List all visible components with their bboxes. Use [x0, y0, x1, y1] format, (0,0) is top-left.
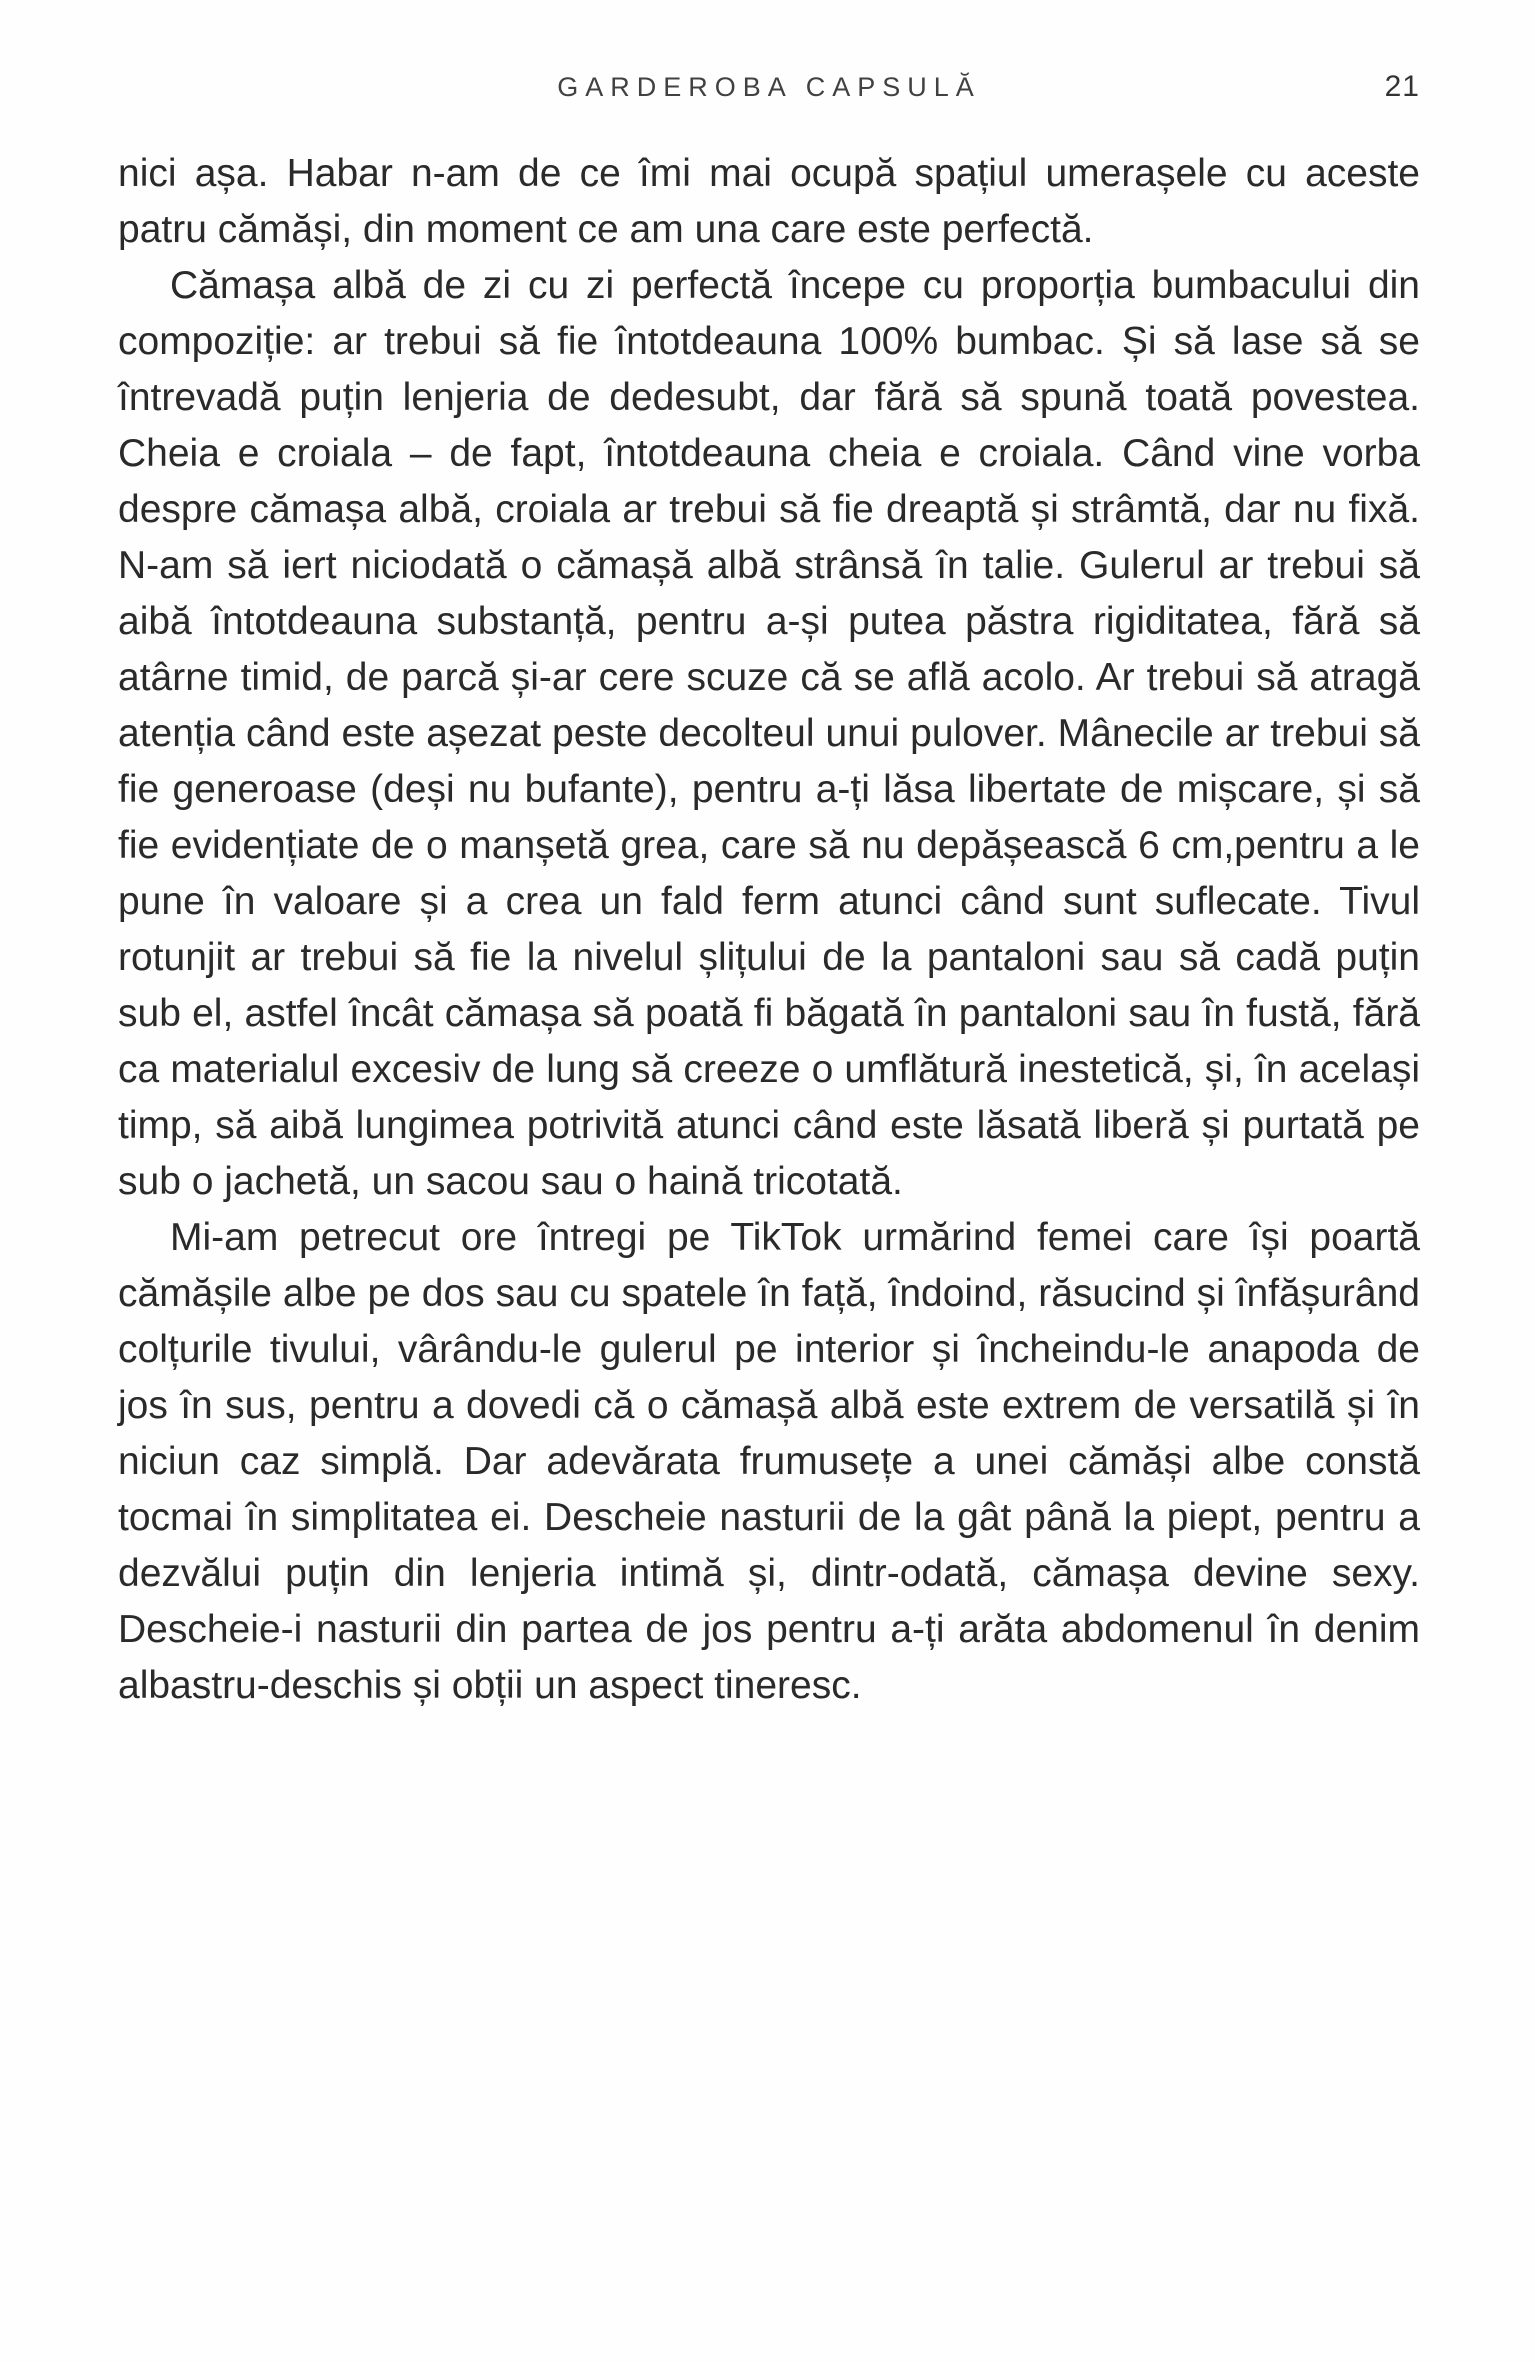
- paragraph-continuation: nici așa. Habar n-am de ce îmi mai ocupă spațiul umerașele cu aceste patru cămăși, din moment ce am una care este perfectă.: [118, 152, 1420, 251]
- page-number: 21: [1384, 70, 1420, 103]
- running-head-title: GARDEROBA CAPSULĂ: [557, 72, 981, 102]
- page-header: [118, 72, 1420, 114]
- body-text: [118, 146, 1420, 1714]
- paragraph: Mi-am petrecut ore întregi pe TikTok urmărind femei care își poartă cămășile albe pe dos sau cu spatele în față, îndoind, răsucind și înfășurând colțurile tivului, vârându-le gulerul pe interior și încheindu-le anapoda de jos în sus, pentru a dovedi că o cămașă albă este extrem de versatilă și în niciun caz simplă. Dar adevărata frumusețe a unei cămăși albe constă tocmai în simplitatea ei. Descheie nasturii de la gât până la piept, pentru a dezvălui puțin din lenjeria intimă și, dintr-odată, cămașa devine sexy. Descheie-i nasturii din partea de jos pentru a-ți arăta abdomenul în denim albastru-deschis și obții un aspect tineresc.: [118, 1216, 1420, 1707]
- paragraph: Cămașa albă de zi cu zi perfectă începe cu proporția bumbacului din compoziție: ar trebui să fie întotdeauna 100% bumbac. Și să lase să se întrevadă puțin lenjeria de dedesubt, dar fără să spună toată povestea. Cheia e croiala – de fapt, întotdeauna cheia e croiala. Când vine vorba despre cămașa albă, croiala ar trebui să fie dreaptă și strâmtă, dar nu fixă. N-am să iert niciodată o cămașă albă strânsă în talie. Gulerul ar trebui să aibă întotdeauna substanță, pentru a-și putea păstra rigiditatea, fără să atârne timid, de parcă și-ar cere scuze că se află acolo. Ar trebui să atragă atenția când este așezat peste decolteul unui pulover. Mânecile ar trebui să fie generoase (deși nu bufante), pentru a-ți lăsa libertate de mișcare, și să fie evidențiate de o manșetă grea, care să nu depășească 6 cm,pentru a le pune în valoare și a crea un fald ferm atunci când sunt suflecate. Tivul rotunjit ar trebui să fie la nivelul șlițului de la pantaloni sau să cadă puțin sub el, astfel încât cămașa să poată fi băgată în pantaloni sau în fustă, fără ca materialul excesiv de lung să creeze o umflătură inestetică, și, în același timp, să aibă lungimea potrivită atunci când este lăsată liberă și purtată pe sub o jachetă, un sacou sau o haină tricotată.: [118, 264, 1420, 1203]
